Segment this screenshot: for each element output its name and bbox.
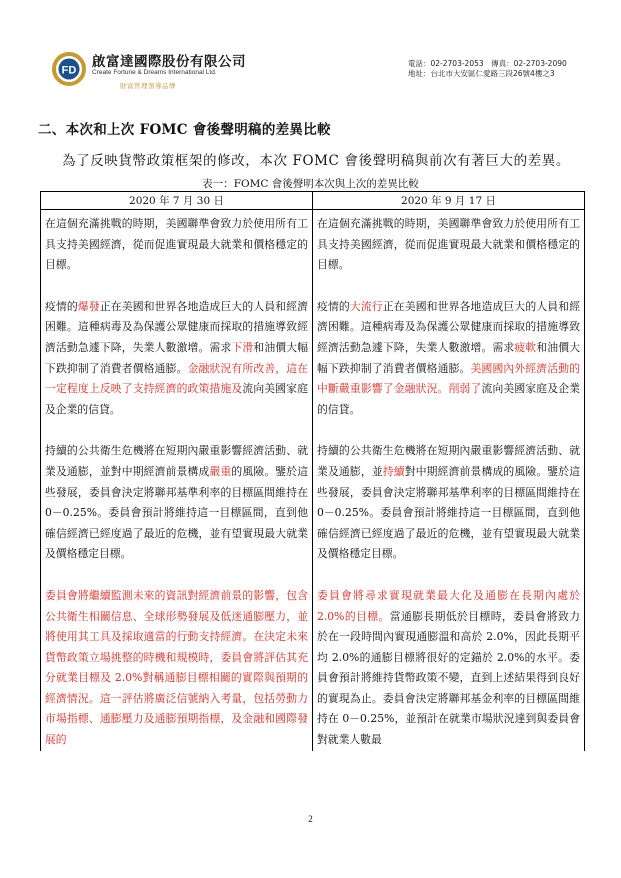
text-run: 正在美國和世界各地造成巨大的人員和經濟困難。這種病毒及為保護公眾健康而採取的措施導致經濟活動急遽下降，失業人數激增。需求 <box>317 299 581 354</box>
highlight-text: 嚴重 <box>209 464 232 478</box>
page-number: 2 <box>308 814 313 824</box>
table-row <box>41 210 585 751</box>
text-run: 疫情的 <box>317 299 350 313</box>
text-run: 對中期經濟前景構成的風險。鑒於這些發展，委員會決定將聯邦基準利率的目標區間維持在 0－0.25%。委員會預計將維持這一目標區間，直到他確信經濟已經度過了最近的危機，並有望實現最大就業及價格穩定目標。 <box>317 464 581 561</box>
address: 地址：台北市大安區仁愛路三段26號4樓之3 <box>408 69 555 78</box>
text-run: 流向美國家庭及企業的信貸。 <box>45 382 308 416</box>
highlight-text: 爆發 <box>77 299 100 313</box>
text-run: 當通膨長期低於目標時，委員會將致力於在一段時間內實現通膨溫和高於 2.0%，因此長期平均 2.0%的通膨目標將很好的定錨於 2.0%的水平。委員會預計將維持貨幣政策不變，直到上述結果得到良好的實現為止。委員會決定將聯邦基金利率的目標區間維持在 0－0.25%，並預計在就業市場狀況達到與委員會對就業人數最 <box>317 609 581 747</box>
intro-paragraph: 為了反映貨幣政策框架的修改，本次 FOMC 會後聲明稿與前次有著巨大的差異。 <box>62 153 570 169</box>
comparison-table <box>40 191 585 751</box>
highlight-text: 金融狀況有所改善，這在一定程度上反映了支持經濟的政策措施及 <box>45 361 309 396</box>
left-paragraph-1: 在這個充滿挑戰的時期，美國聯準會致力於使用所有工具支持美國經濟，從而促進實現最大就業和價格穩定的目標。 <box>45 217 308 272</box>
left-cell <box>41 210 313 751</box>
table-header-row <box>41 192 585 210</box>
text-run: 疫情的 <box>45 299 78 313</box>
text-run: 流向美國家庭及企業的信貸。 <box>317 382 581 416</box>
right-cell <box>313 210 585 751</box>
text-run: 的風險。鑒於這些發展，委員會決定將聯邦基準利率的目標區間維持在 0－0.25%。委員會預計將維持這一目標區間，直到他確信經濟已經度過了最近的危機，並有望實現最大就業及價格穩定目標。 <box>45 464 309 561</box>
highlight-text: 美國國內外經濟活動的中斷嚴重影響了金融狀況。削弱了 <box>317 361 580 396</box>
text-run: 正在美國和世界各地造成巨大的人員和經濟困難。這種病毒及為保護公眾健康而採取的措施導致經濟活動急遽下降，失業人數激增。需求 <box>45 299 309 354</box>
right-paragraph-4 <box>317 586 580 751</box>
left-paragraph-2 <box>45 297 308 421</box>
table-caption: 表一：FOMC 會後聲明本次與上次的差異比較 <box>202 178 419 190</box>
highlight-text: 下滑 <box>231 340 254 354</box>
right-paragraph-2 <box>317 297 580 421</box>
phone-fax: 電話：02-2703-2053 傳真：02-2703-2090 <box>408 59 567 68</box>
letterhead <box>0 0 621 100</box>
contact-info <box>408 59 567 79</box>
column-header-left: 2020 年 7 月 30 日 <box>41 192 313 210</box>
text-run: 持續的公共衛生危機將在短期內嚴重影響經濟活動、就業及通膨，並對中期經濟前景構成 <box>45 444 308 478</box>
company-slogan: 財富管理領導品牌 <box>120 82 176 90</box>
highlight-text: 疲軟 <box>514 340 537 354</box>
right-paragraph-1: 在這個充滿挑戰的時期，美國聯準會致力於使用所有工具支持美國經濟，從而促進實現最大就業和價格穩定的目標。 <box>317 217 580 272</box>
text-run: 和油價大幅下跌抑制了消費者價格通膨。 <box>317 340 581 375</box>
highlight-text: 大流行 <box>349 299 383 313</box>
text-run: 持續的公共衛生危機將在短期內嚴重影響經濟活動、就業及通膨，並 <box>317 444 580 478</box>
company-name-cn: 啟富達國際股份有限公司 <box>92 54 246 70</box>
highlight-text: 委員會將尋求實現就業最大化及通膨在長期內處於 2.0%的目標。 <box>317 588 580 623</box>
text-run: 和油價大幅下跌抑制了消費者價格通膨。 <box>45 340 309 375</box>
right-paragraph-3 <box>317 441 580 565</box>
column-header-right: 2020 年 9 月 17 日 <box>313 192 585 210</box>
logo-text: FD <box>61 64 77 77</box>
left-paragraph-3 <box>45 441 308 565</box>
company-logo-icon <box>52 52 86 86</box>
section-title: 二、本次和上次 FOMC 會後聲明稿的差異比較 <box>38 122 331 138</box>
left-paragraph-4: 委員會將繼續監測未來的資訊對經濟前景的影響，包含公共衛生相關信息、全球形勢發展及低迷通膨壓力，並將使用其工具及採取適當的行動支持經濟。在決定未來貨幣政策立場挑整的時機和規模時，委員會將評估其充分就業目標及 2.0%對稱通膨目標相關的實際與預期的經濟情況。這一評估將廣泛信號納入考量，包括勞動力市場指標、通膨壓力及通膨預期指標，及金融和國際發展的 <box>45 588 308 747</box>
highlight-text: 持續 <box>382 464 405 478</box>
company-name-en: Create Fortune & Dreams International Ltd. <box>92 69 217 76</box>
